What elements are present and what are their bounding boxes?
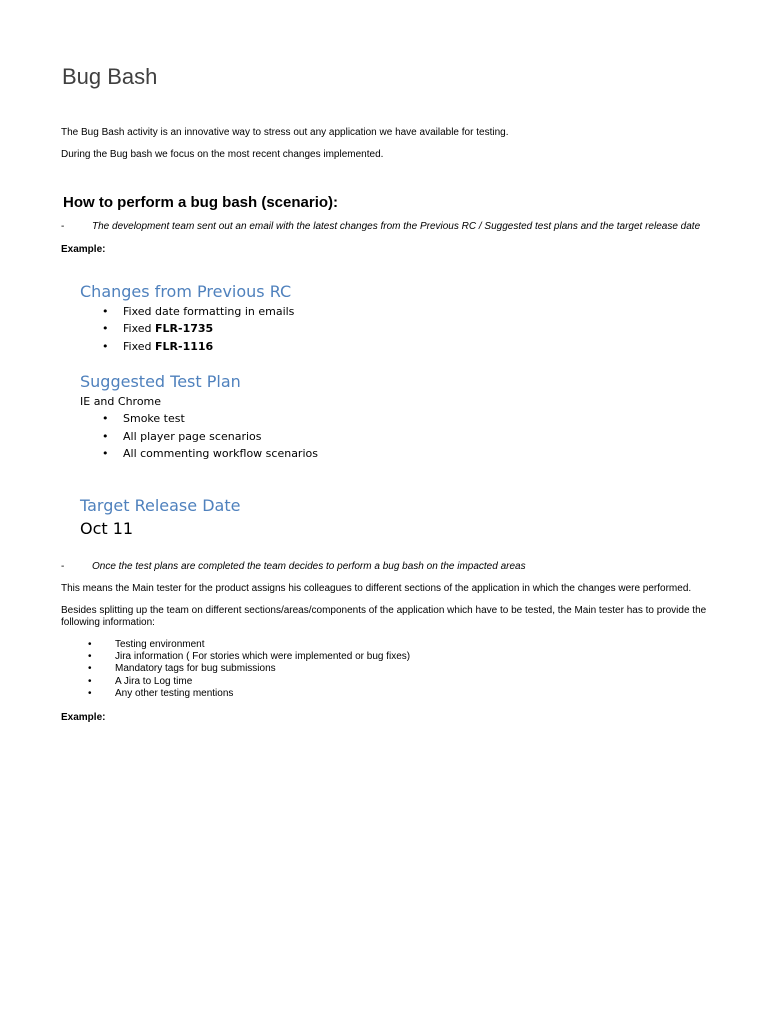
change-ticket: FLR-1116: [155, 340, 214, 353]
bullet: •: [102, 340, 109, 353]
bullet: •: [102, 322, 109, 335]
bullet: •: [88, 663, 92, 674]
intro-paragraph-1: The Bug Bash activity is an innovative way to stress out any application we have available for testing.: [61, 127, 509, 138]
besides-paragraph-line-1: Besides splitting up the team on different sections/areas/components of the application which have to be tested, the Main tester has to provide the: [61, 605, 707, 616]
bullet: •: [88, 651, 92, 662]
change-text: Fixed: [123, 322, 156, 335]
example-label: Example:: [61, 244, 106, 255]
besides-paragraph-line-2: following information:: [61, 617, 155, 628]
plan-item-text: Smoke test: [123, 412, 185, 425]
info-list: [88, 639, 488, 701]
bullet: •: [88, 639, 92, 650]
step-2-text: Once the test plans are completed the team decides to perform a bug bash on the impacted areas: [92, 561, 526, 572]
info-item-text: A Jira to Log time: [115, 676, 193, 687]
bullet: •: [102, 305, 109, 318]
change-text: Fixed date formatting in emails: [123, 305, 295, 318]
plan-item-text: All player page scenarios: [123, 430, 262, 443]
info-item-text: Any other testing mentions: [115, 688, 234, 699]
dash-marker: -: [61, 221, 65, 232]
bullet: •: [102, 430, 109, 443]
step-2: [61, 561, 741, 573]
bullet: •: [102, 412, 109, 425]
bullet: •: [88, 676, 92, 687]
section-heading: How to perform a bug bash (scenario):: [63, 194, 339, 211]
info-item-text: Testing environment: [115, 639, 205, 650]
step-1: [61, 221, 741, 233]
info-item-text: Jira information ( For stories which were implemented or bug fixes): [115, 651, 411, 662]
example-label-2: Example:: [61, 712, 106, 723]
bullet: •: [102, 447, 109, 460]
release-date-value: Oct 11: [80, 519, 134, 538]
step-1-text: The development team sent out an email with the latest changes from the Previous RC / Suggested test plans and the target release date: [92, 221, 701, 232]
plan-item-text: All commenting workflow scenarios: [123, 447, 318, 460]
change-ticket: FLR-1735: [155, 322, 214, 335]
test-plan-heading: Suggested Test Plan: [80, 372, 241, 391]
info-item-text: Mandatory tags for bug submissions: [115, 663, 276, 674]
changes-list: [102, 305, 402, 355]
test-plan-browsers: IE and Chrome: [80, 395, 162, 408]
changes-heading: Changes from Previous RC: [80, 282, 292, 301]
test-plan-list: [102, 412, 422, 462]
page-title: Bug Bash: [62, 64, 158, 89]
dash-marker: -: [61, 561, 65, 572]
release-date-heading: Target Release Date: [80, 496, 241, 515]
bullet: •: [88, 688, 92, 699]
change-text: Fixed: [123, 340, 156, 353]
main-tester-paragraph: This means the Main tester for the product assigns his colleagues to different sections of the application in which the changes were performed.: [61, 583, 692, 594]
intro-paragraph-2: During the Bug bash we focus on the most recent changes implemented.: [61, 149, 384, 160]
